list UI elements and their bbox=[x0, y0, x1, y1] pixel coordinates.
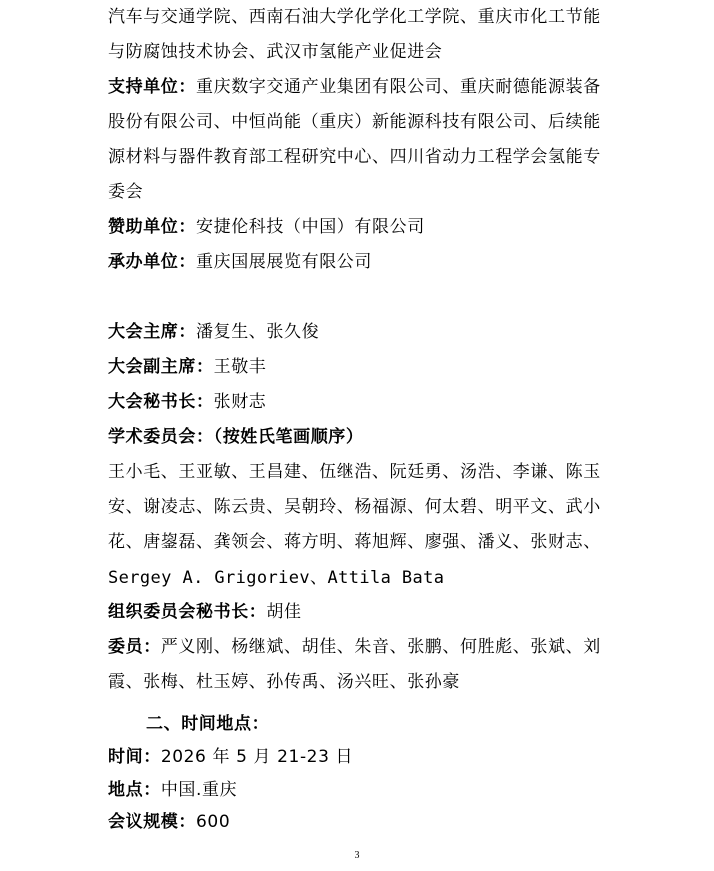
academic-committee-line-1 bbox=[108, 461, 613, 483]
vice-chair-line bbox=[108, 356, 613, 378]
scale-value: 600 bbox=[196, 812, 231, 832]
chairs-value: 潘复生、张久俊 bbox=[196, 322, 320, 342]
academic-committee-line-2 bbox=[108, 496, 613, 518]
members-line-2 bbox=[108, 671, 613, 693]
members-text-1: 严义刚、杨继斌、胡佳、朱音、张鹏、何胜彪、张斌、刘 bbox=[160, 637, 601, 657]
academic-committee-text-4: Sergey A. Grigoriev、Attila Bata bbox=[108, 568, 445, 588]
academic-committee-text-2: 安、谢凌志、陈云贵、吴朝玲、杨福源、何太碧、明平文、武小 bbox=[108, 497, 601, 517]
location-value: 中国.重庆 bbox=[160, 780, 238, 800]
organizers-line-1 bbox=[108, 6, 613, 28]
support-units-label: 支持单位： bbox=[108, 77, 196, 97]
chairs-line bbox=[108, 321, 613, 343]
support-units-text-4: 委会 bbox=[108, 182, 144, 202]
sponsor-line bbox=[108, 216, 613, 238]
scale-line bbox=[108, 811, 613, 833]
sponsor-value: 安捷伦科技（中国）有限公司 bbox=[196, 217, 425, 237]
organizers-text-2: 与防腐蚀技术协会、武汉市氢能产业促进会 bbox=[108, 42, 443, 62]
secretary-general-label: 大会秘书长： bbox=[108, 392, 214, 412]
members-line-1 bbox=[108, 636, 613, 658]
organizers-line-2 bbox=[108, 41, 613, 63]
time-label: 时间： bbox=[108, 747, 161, 767]
academic-committee-line-3 bbox=[108, 531, 613, 553]
support-units-line-3 bbox=[108, 146, 613, 168]
sponsor-label: 赞助单位： bbox=[108, 217, 196, 237]
time-line bbox=[108, 746, 613, 768]
chairs-label: 大会主席： bbox=[108, 322, 196, 342]
location-line bbox=[108, 779, 613, 801]
support-units-line-2 bbox=[108, 111, 613, 133]
scale-label: 会议规模： bbox=[108, 812, 196, 832]
support-units-text-1: 重庆数字交通产业集团有限公司、重庆耐德能源装备 bbox=[196, 77, 601, 97]
org-secretary-value: 胡佳 bbox=[266, 602, 302, 622]
academic-committee-heading: 学术委员会：（按姓氏笔画顺序） bbox=[108, 427, 364, 447]
page-number: 3 bbox=[354, 850, 360, 861]
time-value: 2026 年 5 月 21-23 日 bbox=[160, 747, 354, 767]
org-secretary-label: 组织委员会秘书长： bbox=[108, 602, 267, 622]
org-secretary-line bbox=[108, 601, 613, 623]
vice-chair-label: 大会副主席： bbox=[108, 357, 214, 377]
secretary-general-value: 张财志 bbox=[213, 392, 267, 412]
support-units-line-1 bbox=[108, 76, 613, 98]
organizers-text-1: 汽车与交通学院、西南石油大学化学化工学院、重庆市化工节能 bbox=[108, 7, 601, 27]
host-line bbox=[108, 251, 613, 273]
host-label: 承办单位： bbox=[108, 252, 196, 272]
location-label: 地点： bbox=[108, 780, 161, 800]
vice-chair-value: 王敬丰 bbox=[213, 357, 267, 377]
host-value: 重庆国展展览有限公司 bbox=[196, 252, 372, 272]
members-label: 委员： bbox=[108, 637, 161, 657]
members-text-2: 霞、张梅、杜玉婷、孙传禹、汤兴旺、张孙豪 bbox=[108, 672, 460, 692]
secretary-general-line bbox=[108, 391, 613, 413]
support-units-line-4 bbox=[108, 181, 613, 203]
academic-committee-text-1: 王小毛、王亚敏、王昌建、伍继浩、阮廷勇、汤浩、李谦、陈玉 bbox=[108, 462, 601, 482]
academic-committee-line-4 bbox=[108, 567, 613, 589]
academic-committee-text-3: 花、唐鋆磊、龚领会、蒋方明、蒋旭辉、廖强、潘义、张财志、 bbox=[108, 532, 601, 552]
section-2-heading: 二、时间地点： bbox=[146, 714, 270, 734]
support-units-text-2: 股份有限公司、中恒尚能（重庆）新能源科技有限公司、后续能 bbox=[108, 112, 601, 132]
support-units-text-3: 源材料与器件教育部工程研究中心、四川省动力工程学会氢能专 bbox=[108, 147, 601, 167]
